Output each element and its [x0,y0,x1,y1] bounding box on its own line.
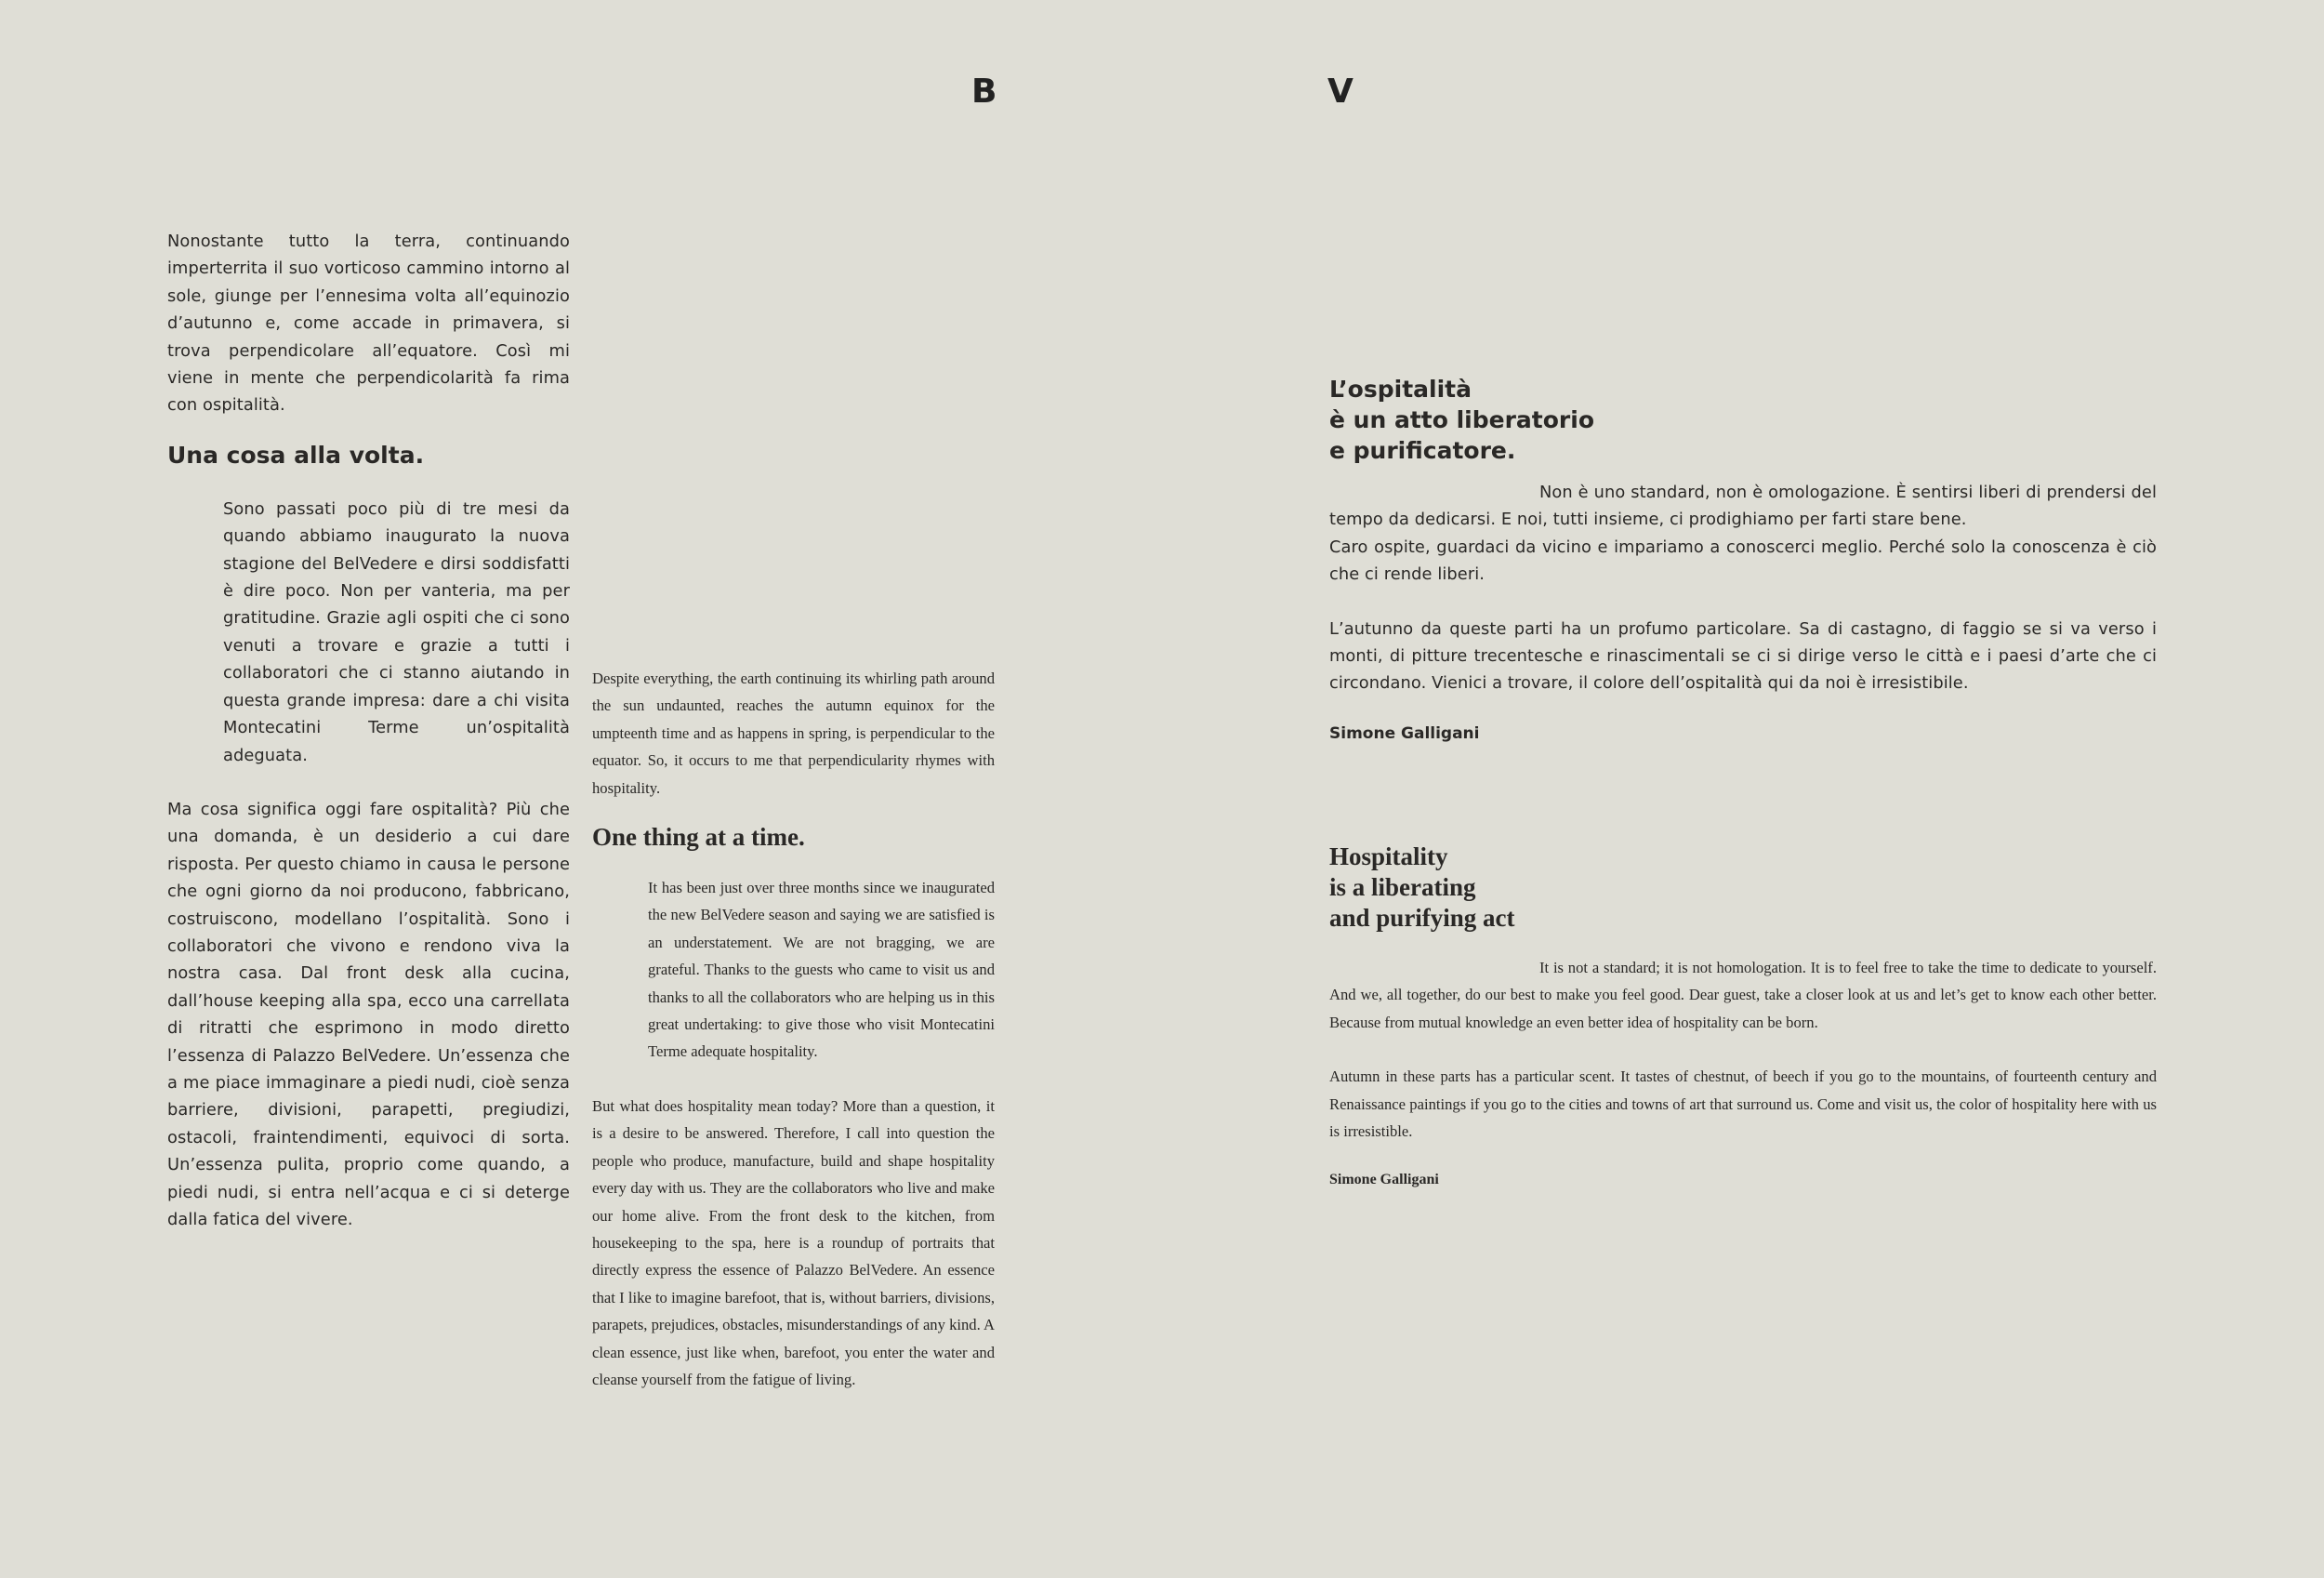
right-italian-heading-line-2: è un atto liberatorio [1329,406,1594,433]
right-italian-paragraph-2: L’autunno da queste parti ha un profumo particolare. Sa di castagno, di faggio se si va verso i monti, di pitture trecentesche e rinascimentali se ci si dirige verso le città e i paesi d’arte che ci circondano. Vienici a trovare, il colore dell’ospitalità qui da noi è irresistibile. [1329,618,2157,694]
right-english-heading-line-3: and purifying act [1329,904,1515,932]
italian-indented-paragraph: Sono passati poco più di tre mesi da quando abbiamo inaugurato la nuova stagione del BelVedere e dirsi soddisfatti è dire poco. Non per vanteria, ma per gratitudine. Grazie agli ospiti che ci sono venuti a trovare e grazie a tutti i collaboratori che ci stanno aiutando in questa grande impresa: dare a chi visita Montecatini Terme un’ospitalità adeguata. [223,498,570,765]
english-intro: Despite everything, the earth continuing its whirling path around the sun undaunted, reaches the autumn equinox for the umpteenth time and as happens in spring, is perpendicular to the equator. So, it occurs to me that perpendicularity rhymes with hospitality. [592,670,995,797]
right-italian-heading-line-3: e purificatore. [1329,437,1516,464]
right-english-signature: Simone Galligani [1329,1172,1439,1188]
right-italian-heading [1329,374,2157,466]
right-italian-paragraph-1b: Caro ospite, guardaci da vicino e impariamo a conoscerci meglio. Perché solo la conoscenza è ciò che ci rende liberi. [1329,537,2157,585]
english-indented-paragraph: It has been just over three months since we inaugurated the new BelVedere season and saying we are satisfied is an understatement. We are not bragging, we are grateful. Thanks to the guests who came to visit us and thanks to all the collaborators who are helping us in this great undertaking: to give those who visit Montecatini Terme adequate hospitality. [648,879,995,1061]
right-english-heading-line-1: Hospitality [1329,842,1448,870]
header-letter-v: V [1327,73,1353,111]
right-english-heading [1329,842,2157,934]
right-italian-block [1329,374,2157,743]
right-english-paragraph-2: Autumn in these parts has a particular scent. It tastes of chestnut, of beech if you go to the mountains, of fourteenth century and Renaissance paintings if you go to the cities and towns of art that surround us. Come and visit us, the color of hospitality here with us is irresistible. [1329,1067,2157,1141]
right-italian-paragraph-1a: Non è uno standard, non è omologazione. È sentirsi liberi di prendersi del tempo da dedicarsi. E noi, tutti insieme, ci prodighiamo per farti stare bene. [1329,483,2157,530]
english-body-paragraph: But what does hospitality mean today? More than a question, it is a desire to be answered. Therefore, I call into question the people who produce, manufacture, build and shape hospitality every day with us. They are the collaborators who live and make our home alive. From the front desk to the kitchen, from housekeeping to the spa, here is a roundup of portraits that directly express the essence of Palazzo BelVedere. An essence that I like to imagine barefoot, that is, without barriers, divisions, parapets, prejudices, obstacles, misunderstandings of any kind. A clean essence, just like when, barefoot, you enter the water and cleanse yourself from the fatigue of living. [592,1096,995,1388]
right-english-block [1329,842,2157,1188]
right-english-heading-line-2: is a liberating [1329,873,1476,901]
right-italian-signature: Simone Galligani [1329,723,1480,743]
italian-intro: Nonostante tutto la terra, continuando imperterrita il suo vorticoso cammino intorno al sole, giunge per l’ennesima volta all’equinozio d’autunno e, come accade in primavera, si trova perpendicolare all’equatore. Così mi viene in mente che perpendicolarità fa rima con ospitalità. [167,232,570,416]
italian-body-paragraph: Ma cosa significa oggi fare ospitalità? Più che una domanda, è un desiderio a cui dare risposta. Per questo chiamo in causa le persone che ogni giorno da noi producono, fabbricano, costruiscono, modellano l’ospitalità. Sono i collaboratori che vivono e rendono viva la nostra casa. Dal front desk alla cucina, dall’house keeping alla spa, ecco una carrellata di ritratti che esprimono in modo diretto l’essenza di Palazzo BelVedere. Un’essenza che a me piace immaginare a piedi nudi, cioè senza barriere, divisioni, parapetti, pregiudizi, ostacoli, fraintendimenti, equivoci di sorta. Un’essenza pulita, proprio come quando, a piedi nudi, si entra nell’acqua e ci si deterge dalla fatica del vivere. [167,799,570,1229]
right-english-paragraph-1: It is not a standard; it is not homologation. It is to feel free to take the time to dedicate to yourself. And we, all together, do our best to make you feel good. Dear guest, take a closer look at us and let’s get to know each other better. Because from mutual knowledge an even better idea of hospitality can be born. [1329,959,2157,1031]
italian-column [167,228,570,1233]
header-letter-b: B [971,73,997,111]
english-column [592,665,995,1393]
italian-heading: Una cosa alla volta. [167,441,425,469]
english-heading: One thing at a time. [592,823,805,852]
right-italian-heading-line-1: L’ospitalità [1329,376,1472,403]
